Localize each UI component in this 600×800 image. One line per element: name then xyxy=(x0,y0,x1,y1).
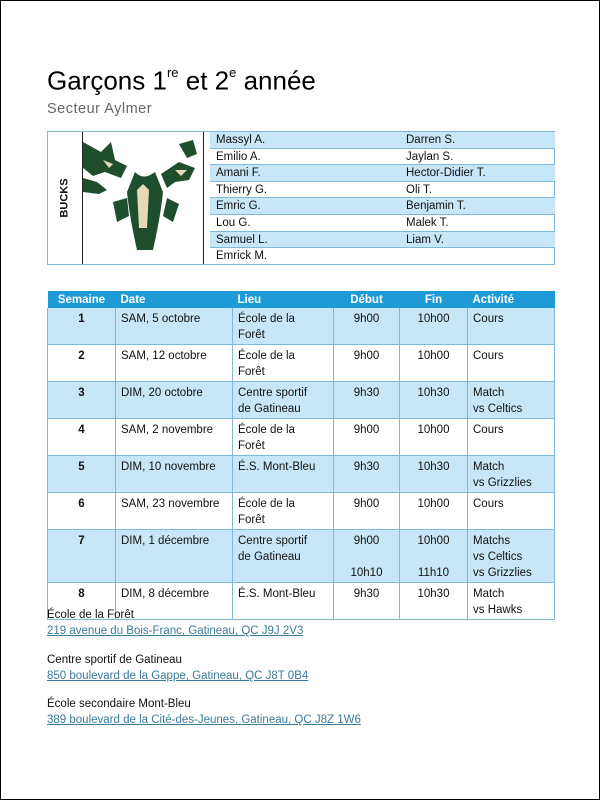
player-row xyxy=(210,149,555,166)
player-name: Malek T. xyxy=(406,216,449,229)
cell-activite-line: Cours xyxy=(473,350,504,362)
player-name: Darren S. xyxy=(406,134,456,146)
cell-semaine: 8 xyxy=(48,583,116,620)
cell-fin-line: 10h00 xyxy=(417,350,450,362)
cell-lieu-line: de Gatineau xyxy=(238,403,301,415)
team-logo xyxy=(82,132,204,264)
cell-debut xyxy=(334,456,400,493)
player-name: Samuel L. xyxy=(216,233,268,246)
cell-activite-line: Cours xyxy=(473,313,504,325)
cell-activite-line: vs Celtics xyxy=(473,551,523,563)
col-header-lieu: Lieu xyxy=(233,291,334,308)
cell-activite-line: Match xyxy=(473,461,505,473)
cell-debut-line: 9h30 xyxy=(353,387,380,399)
cell-fin xyxy=(400,345,468,382)
schedule-row xyxy=(48,530,555,583)
cell-lieu-line: Forêt xyxy=(238,329,265,341)
cell-semaine: 6 xyxy=(48,493,116,530)
cell-fin xyxy=(400,382,468,419)
player-name xyxy=(406,248,555,264)
player-row xyxy=(210,165,555,182)
player-row xyxy=(210,132,555,149)
schedule-table xyxy=(47,291,555,620)
cell-lieu xyxy=(233,382,334,419)
player-row xyxy=(210,182,555,199)
cell-semaine: 7 xyxy=(48,530,116,583)
cell-debut-line: 10h10 xyxy=(350,567,383,579)
schedule-row xyxy=(48,419,555,456)
location-name: École de la Forêt xyxy=(47,609,134,621)
cell-lieu-line: Centre sportif xyxy=(238,387,308,399)
cell-activite-line: Match xyxy=(473,588,505,600)
cell-activite-line: vs Grizzlies xyxy=(473,477,532,489)
player-name: Liam V. xyxy=(406,233,444,246)
cell-debut xyxy=(334,530,400,583)
player-name: Benjamin T. xyxy=(406,200,466,213)
col-header-debut: Début xyxy=(334,291,400,308)
cell-fin-line: 11h10 xyxy=(417,567,450,579)
cell-fin xyxy=(400,419,468,456)
cell-lieu xyxy=(233,419,334,456)
cell-date: SAM, 23 novembre xyxy=(116,493,233,530)
schedule-row xyxy=(48,456,555,493)
player-row xyxy=(210,248,555,265)
col-header-semaine: Semaine xyxy=(48,291,116,308)
cell-date: DIM, 1 décembre xyxy=(116,530,233,583)
cell-activite xyxy=(468,456,555,493)
title-superscript: re xyxy=(166,65,179,80)
cell-lieu-line: École de la xyxy=(238,498,295,510)
cell-fin xyxy=(400,456,468,493)
player-row xyxy=(210,198,555,215)
location-name: École secondaire Mont-Bleu xyxy=(47,698,191,710)
cell-debut xyxy=(334,493,400,530)
cell-activite-line: Cours xyxy=(473,424,504,436)
player-name: Hector-Didier T. xyxy=(406,167,486,180)
cell-date: SAM, 12 octobre xyxy=(116,345,233,382)
cell-fin-line: 10h00 xyxy=(417,498,450,510)
cell-debut xyxy=(334,382,400,419)
cell-fin-line: 10h00 xyxy=(417,535,450,547)
cell-activite-line: vs Grizzlies xyxy=(473,567,532,579)
cell-debut xyxy=(334,345,400,382)
player-name: Jaylan S. xyxy=(406,150,454,163)
cell-debut-line: 9h00 xyxy=(353,498,380,510)
team-name: BUCKS xyxy=(59,178,71,218)
cell-fin-line: 10h30 xyxy=(417,387,450,399)
cell-date: SAM, 5 octobre xyxy=(116,308,233,345)
cell-fin-line: 10h00 xyxy=(417,313,450,325)
cell-activite-line: Match xyxy=(473,387,505,399)
col-header-date: Date xyxy=(116,291,233,308)
location-name: Centre sportif de Gatineau xyxy=(47,654,182,666)
cell-semaine: 2 xyxy=(48,345,116,382)
cell-fin xyxy=(400,493,468,530)
schedule-row xyxy=(48,345,555,382)
cell-activite-line: Matchs xyxy=(473,535,511,547)
cell-lieu xyxy=(233,456,334,493)
player-name: Emilio A. xyxy=(216,150,261,163)
title-part: Garçons 1 xyxy=(47,65,167,96)
cell-lieu-line: de Gatineau xyxy=(238,551,301,563)
player-name: Amani F. xyxy=(216,167,261,180)
cell-date: DIM, 8 décembre xyxy=(116,583,233,620)
player-name: Thierry G. xyxy=(216,183,268,196)
location-block xyxy=(47,652,308,684)
cell-fin xyxy=(400,583,468,620)
cell-activite-line: Cours xyxy=(473,498,504,510)
page-subtitle: Secteur Aylmer xyxy=(47,101,153,117)
page-title xyxy=(47,59,316,98)
location-address-link[interactable]: 219 avenue du Bois-Franc, Gatineau, QC J9J 2V3 xyxy=(47,625,304,637)
cell-fin xyxy=(400,308,468,345)
title-superscript: e xyxy=(229,65,237,80)
cell-lieu-line: Forêt xyxy=(238,440,265,452)
cell-date: SAM, 2 novembre xyxy=(116,419,233,456)
cell-debut-line: 9h00 xyxy=(353,535,380,547)
cell-date: DIM, 10 novembre xyxy=(116,456,233,493)
cell-activite xyxy=(468,583,555,620)
cell-lieu-line: É.S. Mont-Bleu xyxy=(238,461,316,473)
cell-debut-line: 9h00 xyxy=(353,313,380,325)
location-address-link[interactable]: 389 boulevard de la Cité-des-Jeunes, Gatineau, QC J8Z 1W6 xyxy=(47,714,361,726)
cell-semaine: 3 xyxy=(48,382,116,419)
schedule-row xyxy=(48,308,555,345)
location-block xyxy=(47,696,361,728)
player-row xyxy=(210,215,555,232)
cell-activite xyxy=(468,530,555,583)
cell-lieu xyxy=(233,345,334,382)
cell-activite xyxy=(468,382,555,419)
cell-lieu xyxy=(233,493,334,530)
cell-fin xyxy=(400,530,468,583)
cell-fin-line: 10h00 xyxy=(417,424,450,436)
cell-lieu-line: É.S. Mont-Bleu xyxy=(238,588,316,600)
col-header-fin: Fin xyxy=(400,291,468,308)
cell-fin-line: 10h30 xyxy=(417,588,450,600)
col-header-activite: Activité xyxy=(468,291,555,308)
cell-debut-line: 9h30 xyxy=(353,461,380,473)
cell-fin-line: 10h30 xyxy=(417,461,450,473)
schedule-header-row xyxy=(48,291,555,308)
cell-activite xyxy=(468,345,555,382)
cell-date: DIM, 20 octobre xyxy=(116,382,233,419)
team-name-label xyxy=(48,132,82,264)
bucks-logo-icon xyxy=(83,132,203,262)
player-name: Lou G. xyxy=(216,216,251,229)
schedule-row xyxy=(48,493,555,530)
cell-activite xyxy=(468,493,555,530)
cell-lieu-line: Forêt xyxy=(238,514,265,526)
cell-lieu xyxy=(233,308,334,345)
location-block xyxy=(47,607,303,639)
player-row xyxy=(210,232,555,249)
cell-lieu-line: École de la xyxy=(238,313,295,325)
schedule-row xyxy=(48,382,555,419)
cell-debut xyxy=(334,308,400,345)
player-name: Oli T. xyxy=(406,183,432,196)
cell-semaine: 1 xyxy=(48,308,116,345)
cell-fin-line xyxy=(400,549,467,565)
cell-lieu-line: École de la xyxy=(238,350,295,362)
cell-semaine: 5 xyxy=(48,456,116,493)
cell-lieu-line: Forêt xyxy=(238,366,265,378)
cell-debut xyxy=(334,419,400,456)
cell-debut-line: 9h00 xyxy=(353,424,380,436)
cell-lieu xyxy=(233,530,334,583)
cell-activite-line: vs Celtics xyxy=(473,403,523,415)
cell-debut xyxy=(334,583,400,620)
cell-activite xyxy=(468,308,555,345)
cell-lieu-line: École de la xyxy=(238,424,295,436)
player-name: Emrick M. xyxy=(216,250,268,263)
team-roster xyxy=(47,131,555,265)
location-address-link[interactable]: 850 boulevard de la Gappe, Gatineau, QC J8T 0B4 xyxy=(47,670,309,682)
player-name: Massyl A. xyxy=(216,134,266,146)
cell-activite xyxy=(468,419,555,456)
player-list xyxy=(210,132,555,265)
cell-debut-line: 9h30 xyxy=(353,588,380,600)
cell-semaine: 4 xyxy=(48,419,116,456)
cell-activite-line: vs Hawks xyxy=(473,604,523,616)
player-name: Emric G. xyxy=(216,200,261,213)
cell-lieu-line: Centre sportif xyxy=(238,535,308,547)
cell-debut-line: 9h00 xyxy=(353,350,380,362)
title-part: année xyxy=(236,65,316,96)
title-part: et 2 xyxy=(178,65,230,96)
cell-debut-line xyxy=(334,549,399,565)
